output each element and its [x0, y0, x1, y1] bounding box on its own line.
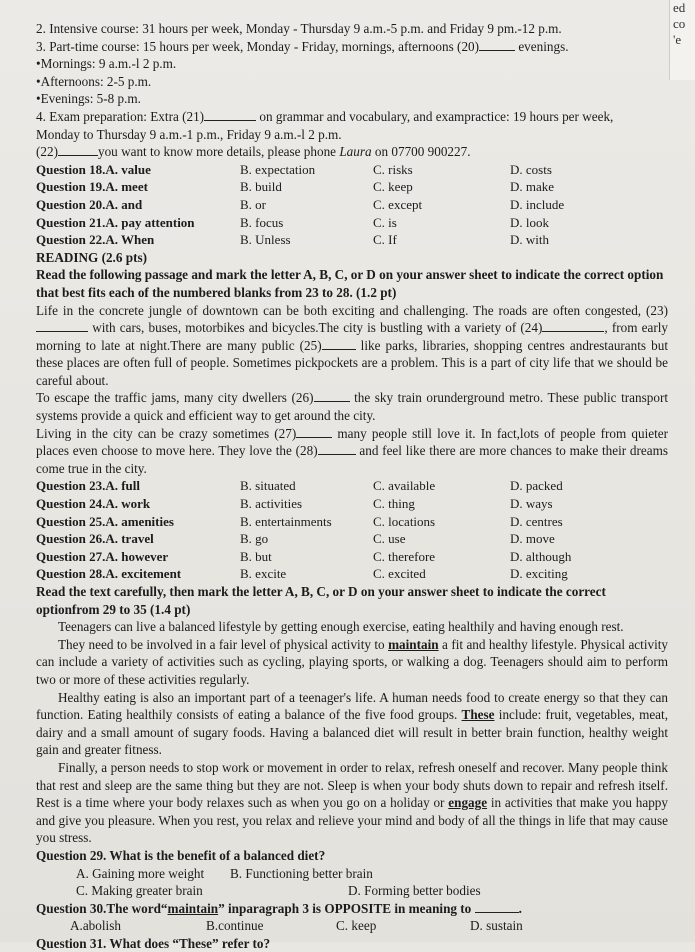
passage-paragraph: Teenagers can live a balanced lifestyle by getting enough exercise, eating healthily and having enough rest. — [58, 619, 624, 635]
question-row: Question 28.A. excitement B. excite C. excited D. exciting — [36, 566, 568, 582]
edge-text: co — [673, 16, 686, 31]
blank-23 — [36, 319, 88, 332]
questions-23-28 — [36, 477, 668, 583]
blank-24 — [542, 319, 604, 332]
edge-text: ed — [673, 0, 686, 15]
course-item-2: 2. Intensive course: 31 hours per week, Monday - Thursday 9 a.m.-5 p.m. and Friday 9 pm.-12 p.m. — [36, 21, 562, 36]
bullet-evenings: •Evenings: 5-8 p.m. — [36, 91, 141, 107]
passage-teen-lifestyle — [36, 618, 668, 847]
question-31-stem: Question 31. What does “These” refer to? — [36, 935, 271, 951]
course-item-3: 3. Part-time course: 15 hours per week, Monday - Friday, mornings, afternoons (20) evenings. — [36, 38, 569, 54]
contact-line: (22) you want to know more details, please phone Laura on 07700 900227. — [36, 144, 471, 160]
question-row: Question 26.A. travel B. go C. use D. move — [36, 531, 555, 547]
question-row: Question 22.A. When B. Unless C. If D. with — [36, 232, 549, 248]
passage-paragraph: Living in the city can be crazy sometimes (27) many people still love it. In fact,lots of people from quieter places even choose to move here. They love the (28) and feel like there are more chances to make their dreams come true in the city. — [36, 425, 669, 476]
course-item-4: 4. Exam preparation: Extra (21) on grammar and vocabulary, and exampractice: 19 hours per week, — [36, 108, 614, 124]
passage-city-life — [36, 302, 668, 478]
question-row: Question 20.A. and B. or C. except D. include — [36, 196, 565, 212]
passage-paragraph: Healthy eating is also an important part of a teenager's life. A human needs food to create energy so that they can function. Eating healthily consists of eating a balance of the five food groups. These include: fruit, vegetables, meat, dairy and a small amount of sugary foods. Having a balanced diet will result in better brain function, healthy weight gain and greater fitness. — [36, 689, 669, 758]
question-29-options: A. Gaining more weight B. Functioning better brain C. Making greater brain D. Forming better bodies — [76, 865, 481, 899]
blank-30 — [475, 900, 519, 913]
question-30-options: A.abolish B.continue C. keep D. sustain — [70, 918, 523, 934]
question-row: Question 27.A. however B. but C. therefore D. although — [36, 548, 572, 564]
question-row: Question 24.A. work B. activities C. thing D. ways — [36, 496, 553, 512]
section-title-reading: READING (2.6 pts) — [36, 249, 147, 265]
blank-22 — [58, 143, 98, 156]
blank-21 — [204, 108, 256, 121]
passage-paragraph: To escape the traffic jams, many city dwellers (26) the sky train orunderground metro. These public transport systems provide a quick and efficient way to get around the city. — [36, 390, 668, 424]
passage-paragraph: Finally, a person needs to stop work or movement in order to relax, refresh oneself and recover. Many people think that rest and sleep are the same thing but they are not. Sleep is when your body shuts down to repair and refresh itself. Rest is a time where your body relaxes such as when you go on a holiday or engage in activities that make you happy and give you pleasure. When you rest, you relax and relieve your mind and body of all the things in life that may cause you stress. — [36, 759, 668, 846]
question-30-stem: Question 30.The word“maintain” inparagraph 3 is OPPOSITE in meaning to . — [36, 900, 522, 916]
instruction-23-28: Read the following passage and mark the letter A, B, C, or D on your answer sheet to indicate the correct option that best fits each of the numbered blanks from 23 to 28. (1.2 pt) — [36, 267, 664, 300]
instruction-29-35: Read the text carefully, then mark the letter A, B, C, or D on your answer sheet to indicate the correct optionfrom 29 to 35 (1.4 pt) — [36, 584, 606, 617]
question-row: Question 25.A. amenities B. entertainments C. locations D. centres — [36, 513, 563, 529]
blank-27 — [296, 425, 332, 438]
question-row: Question 21.A. pay attention B. focus C. is D. look — [36, 214, 549, 230]
question-row: Question 18.A. value B. expectation C. risks D. costs — [36, 161, 552, 177]
edge-text: 'e — [673, 32, 682, 47]
question-row: Question 19.A. meet B. build C. keep D. make — [36, 179, 555, 195]
passage-paragraph: Life in the concrete jungle of downtown can be both exciting and challenging. The roads are often congested, (23) with cars, buses, motorbikes and bicycles.The city is bustling with a variety of (24) , from early morning to late at night.There are many public (25) like parks, libraries, shopping centres andrestaurants but these places are often full of people. Sometimes pickpockets are a problem. This is a part of city life that we should be careful about. — [36, 302, 668, 388]
bullet-mornings: •Mornings: 9 a.m.-l 2 p.m. — [36, 56, 177, 72]
blank-25 — [322, 337, 356, 350]
bullet-afternoons: •Afternoons: 2-5 p.m. — [36, 73, 152, 89]
passage-paragraph: They need to be involved in a fair level of physical activity to maintain a fit and healthy lifestyle. Physical activity can include a variety of activities such as cycling, playing sports, or walking a dog. Teenagers should aim to perform two or more of these activities regularly. — [36, 636, 668, 687]
question-29-stem: Question 29. What is the benefit of a balanced diet? — [36, 847, 326, 863]
blank-28 — [318, 442, 356, 455]
blank-26 — [314, 389, 350, 402]
adjacent-page-edge — [669, 0, 695, 80]
blank-20 — [479, 38, 515, 51]
exam-content — [36, 20, 668, 952]
course-item-4-hours: Monday to Thursday 9 a.m.-1 p.m., Friday 9 a.m.-l 2 p.m. — [36, 126, 342, 142]
question-row: Question 23.A. full B. situated C. available D. packed — [36, 478, 563, 494]
questions-18-22 — [36, 161, 668, 249]
